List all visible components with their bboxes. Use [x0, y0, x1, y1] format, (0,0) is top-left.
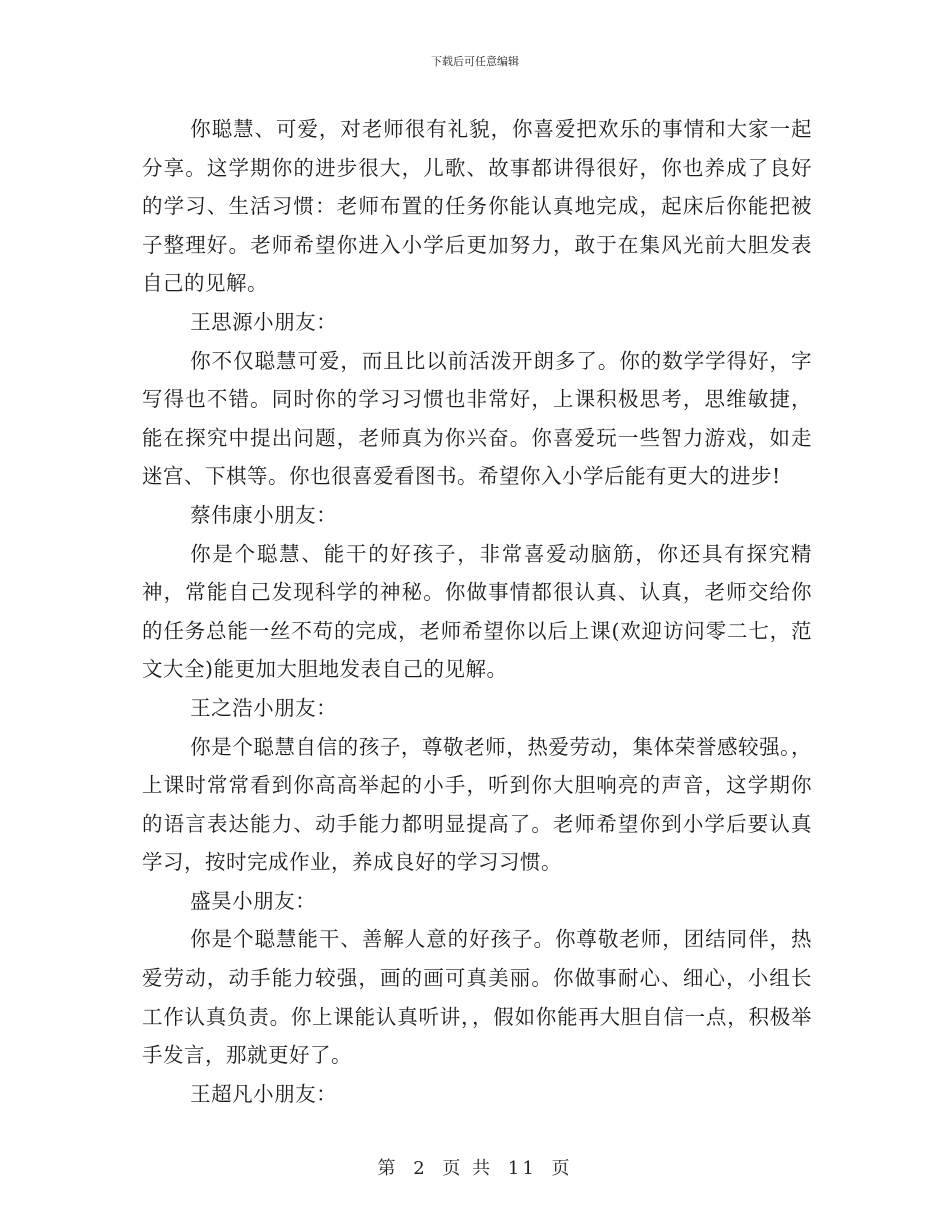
comment-paragraph: 你是个聪慧能干、善解人意的好孩子。你尊敬老师，团结同伴，热爱劳动，动手能力较强，画的画可真美丽。你做事耐心、细心，小组长工作认真负责。你上课能认真听讲，，假如你能再大胆自信一点，积极举手发言，那就更好了。	[142, 927, 812, 1068]
student-name-heading: 蔡伟康小朋友：	[190, 502, 338, 527]
footer-middle: 页 共	[442, 1158, 494, 1179]
comment-paragraph: 你是个聪慧、能干的好孩子，非常喜爱动脑筋，你还具有探究精神，常能自己发现科学的神秘。你做事情都很认真、认真，老师交给你的任务总能一丝不苟的完成，老师希望你以后上课(欢迎访问零二七，范文大全)能更加大胆地发表自己的见解。	[142, 541, 812, 682]
student-name-heading: 王超凡小朋友：	[190, 1081, 338, 1106]
footer-prefix: 第	[377, 1158, 399, 1179]
page-header: 下载后可任意编辑	[431, 55, 519, 68]
footer-suffix: 页	[551, 1158, 573, 1179]
current-page-number: 2	[413, 1158, 428, 1179]
page-footer	[0, 1154, 950, 1180]
student-name-heading: 王思源小朋友：	[190, 309, 338, 334]
total-page-count: 11	[507, 1158, 537, 1179]
comment-paragraph: 你聪慧、可爱，对老师很有礼貌，你喜爱把欢乐的事情和大家一起分享。这学期你的进步很大，儿歌、故事都讲得很好，你也养成了良好的学习、生活习惯：老师布置的任务你能认真地完成，起床后你能把被子整理好。老师希望你进入小学后更加努力，敢于在集风光前大胆发表自己的见解。	[142, 117, 812, 296]
document-body	[142, 110, 812, 1113]
comment-paragraph: 你不仅聪慧可爱，而且比以前活泼开朗多了。你的数学学得好，字写得也不错。同时你的学习习惯也非常好，上课积极思考，思维敏捷，能在探究中提出问题，老师真为你兴奋。你喜爱玩一些智力游戏，如走迷宫、下棋等。你也很喜爱看图书。希望你入小学后能有更大的进步!	[142, 348, 812, 489]
student-name-heading: 盛昊小朋友：	[190, 888, 317, 913]
student-name-heading: 王之浩小朋友：	[190, 695, 338, 720]
comment-paragraph: 你是个聪慧自信的孩子，尊敬老师，热爱劳动，集体荣誉感较强。，上课时常常看到你高高举起的小手，听到你大胆响亮的声音，这学期你的语言表达能力、动手能力都明显提高了。老师希望你到小学后要认真学习，按时完成作业，养成良好的学习习惯。	[142, 734, 812, 875]
